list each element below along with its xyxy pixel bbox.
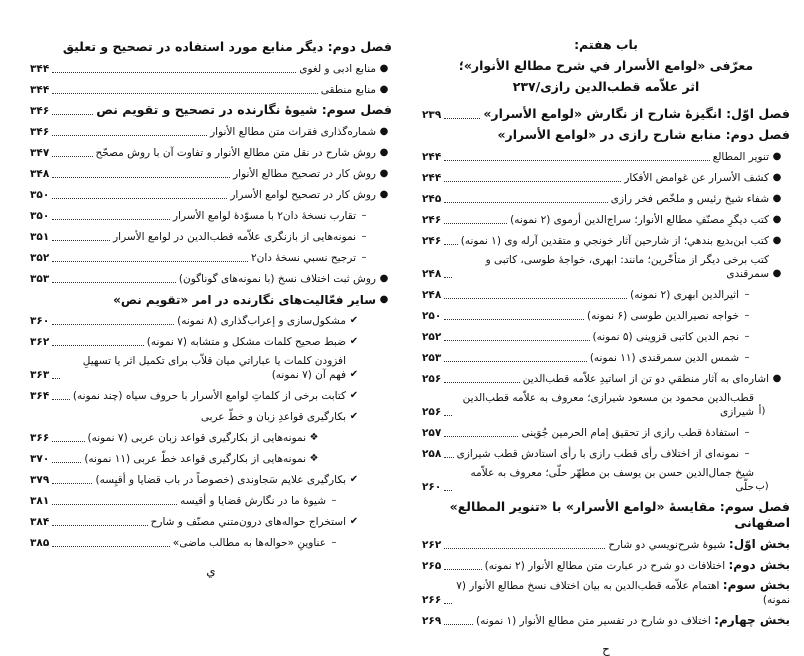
- dot-leader: [444, 603, 452, 604]
- right-page: [402, 0, 804, 656]
- dot-leader: [52, 378, 60, 379]
- section-title: اختلافات دو شرح در عبارت متن مطالع الأنوار (۲ نمونه): [484, 560, 726, 572]
- dot-leader: [52, 261, 248, 262]
- dot-leader: [444, 160, 709, 161]
- toc-entry[interactable]: [30, 160, 392, 181]
- dot-leader: [52, 114, 93, 115]
- toc-entry[interactable]: [30, 202, 372, 223]
- page-number: ۳۵۰: [30, 210, 50, 222]
- page-number: ۳۸۴: [30, 516, 50, 528]
- toc-entry[interactable]: [30, 382, 362, 403]
- section-label: بخش دوم:: [728, 558, 790, 572]
- entry-title: كتب ديگرِ مصنّفِ مطالع الأنوار؛ سراج‌الدين أرموی (۲ نمونه): [510, 214, 769, 226]
- entry-title: كتابت برخی از كلماتِ لوامع الأسرار با حروف سياه (چند نمونه): [72, 390, 346, 402]
- toc-entry[interactable]: [30, 223, 372, 244]
- toc-entry[interactable]: [30, 403, 362, 424]
- page-number: ۲۶۹: [422, 615, 442, 627]
- entry-title: روش كار در تصحيح لوامع الأسرار: [230, 189, 376, 201]
- bullet-icon: ●: [772, 151, 782, 162]
- toc-entry[interactable]: [422, 185, 785, 206]
- dot-leader: [52, 219, 170, 220]
- folio-number: ح: [602, 642, 610, 656]
- dash-icon: –: [744, 331, 750, 342]
- bullet-icon: ●: [379, 126, 389, 137]
- dot-leader: [52, 177, 230, 178]
- chapter-title-line: معرّفی «لوامع الأسرار في شرح مطالع الأنوار»؛: [458, 58, 754, 73]
- entry-title: منابع ادبی و لغوی: [299, 63, 376, 75]
- toc-entry[interactable]: [422, 440, 755, 461]
- entry-title: [452, 578, 790, 607]
- page-number: ۳۶۰: [30, 315, 50, 327]
- dot-leader: [52, 546, 170, 547]
- toc-entry[interactable]: [30, 286, 392, 307]
- entry-title: خواجه نصيرالدين طوسی (۶ نمونه): [587, 310, 739, 322]
- entry-title: شيوهٔ ما در نگارش قضايا و أقيسه: [180, 495, 326, 507]
- toc-entry[interactable]: [422, 386, 770, 419]
- page-number: ۲۴۶: [422, 235, 442, 247]
- entry-title: فصل دوم: منابع شارح رازی در «لوامع الأسرار»: [497, 127, 790, 142]
- checkmark-icon: ✔: [349, 369, 359, 380]
- bullet-icon: ●: [772, 172, 782, 183]
- page-number: ۲۶۶: [422, 594, 442, 606]
- toc-chapter-heading[interactable]: [30, 97, 392, 118]
- page-number: ۲۶۵: [422, 560, 442, 572]
- page-number: ۳۶۴: [30, 390, 50, 402]
- toc-entry[interactable]: [422, 143, 785, 164]
- page-number: ۳۴۷: [30, 147, 50, 159]
- dash-icon: –: [744, 352, 750, 363]
- page-number: ۲۵۰: [422, 310, 442, 322]
- page-number: ۲۵۶: [422, 406, 442, 418]
- page-number: ۳۵۳: [30, 273, 50, 285]
- diamond-icon: ❖: [309, 432, 319, 443]
- dash-icon: –: [744, 427, 750, 438]
- entry-title: بكارگيری قواعدِ زبان و خطّ عربی: [200, 411, 346, 423]
- page-number: ۲۵۳: [422, 352, 442, 364]
- entry-title: [473, 613, 790, 628]
- dot-leader: [444, 624, 473, 625]
- toc-entry[interactable]: [30, 307, 362, 328]
- bullet-icon: ●: [379, 63, 389, 74]
- toc-entry[interactable]: [30, 529, 342, 550]
- dot-leader: [52, 345, 144, 346]
- chapter-title-line: اثر علاّمه قطب‌الدين رازی/۲۳۷: [512, 79, 700, 94]
- diamond-icon: ❖: [309, 453, 319, 464]
- dot-leader: [52, 504, 177, 505]
- entry-title: استفادهٔ قطب رازی از تحقيق إمام الحرمين جُوَينی: [521, 427, 739, 439]
- toc-entry[interactable]: [422, 248, 785, 281]
- page-number: ۳۵۱: [30, 231, 50, 243]
- section-title: اختلاف دو شارح در تفسير متن مطالع الأنوار (۱ نمونه): [476, 615, 711, 627]
- toc-entry[interactable]: [30, 487, 342, 508]
- dot-leader: [52, 240, 110, 241]
- dash-icon: –: [331, 537, 337, 548]
- toc-entry[interactable]: [30, 466, 362, 487]
- toc-entry[interactable]: [422, 531, 790, 552]
- entry-title: اثيرالدين ابهری (۲ نمونه): [630, 289, 739, 301]
- page-number: ۳۶۲: [30, 336, 50, 348]
- toc-entry[interactable]: [422, 323, 755, 344]
- toc-entry[interactable]: [30, 181, 392, 202]
- page-number: ۲۵۷: [422, 427, 442, 439]
- entry-title: منابع منطقی: [320, 84, 376, 96]
- dot-leader: [52, 135, 207, 136]
- page-number: ۳۶۶: [30, 432, 50, 444]
- dash-icon: –: [361, 252, 367, 263]
- dot-leader: [444, 490, 452, 491]
- toc-entry[interactable]: [422, 281, 755, 302]
- dot-leader: [444, 277, 452, 278]
- entry-title: عناوينِ «حواله‌ها به مطالب ماضی»: [172, 537, 326, 549]
- dot-leader: [444, 361, 587, 362]
- dot-leader: [444, 548, 605, 549]
- page-number: ۳۵۲: [30, 252, 50, 264]
- dot-leader: [444, 181, 621, 182]
- page-number: ۳۴۶: [30, 126, 50, 138]
- page-number: ۲۳۹: [422, 109, 442, 121]
- toc-entry[interactable]: [30, 424, 322, 445]
- entry-title: ضبط صحيح كلمات مشكل و متشابه (۷ نمونه): [146, 336, 346, 348]
- page-number: ۳۶۳: [30, 369, 50, 381]
- checkmark-icon: ✔: [349, 315, 359, 326]
- entry-title: ترجيح نسبي نسخهٔ دان۲: [250, 252, 356, 264]
- entry-title: شيخ جمال‌الدين حسن بن يوسف بن مطهّر حلّی؛ معروف به علاّمه حلّی: [470, 467, 754, 493]
- page-number: ۲۴۴: [422, 151, 442, 163]
- page-number: ۲۵۸: [422, 448, 442, 460]
- item-letter: أ): [758, 406, 766, 417]
- bullet-icon: ●: [379, 294, 389, 305]
- dot-leader: [444, 415, 452, 416]
- entry-title: فصل دوم: ديگر منابع مورد استفاده در تصحيح و تعليق: [62, 39, 392, 54]
- dot-leader: [52, 324, 174, 325]
- entry-title: فصل سوم: شيوهٔ نگارنده در تصحيح و تقويم نص: [96, 102, 392, 117]
- page-number: ۳۸۵: [30, 537, 50, 549]
- section-label: بخش سوم:: [722, 578, 790, 592]
- dot-leader: [52, 441, 84, 442]
- bullet-icon: ●: [772, 235, 782, 246]
- page-number: ۳۵۰: [30, 189, 50, 201]
- dot-leader: [444, 340, 589, 341]
- toc-chapter-heading[interactable]: [422, 494, 790, 531]
- toc-entry[interactable]: [422, 461, 770, 494]
- toc-entry[interactable]: [422, 164, 785, 185]
- dot-leader: [444, 436, 518, 437]
- chapter-title-line: باب هفتم:: [574, 37, 638, 52]
- bullet-icon: ●: [379, 189, 389, 200]
- entry-title: [605, 537, 790, 552]
- folio-number: ي: [206, 564, 216, 578]
- bullet-icon: ●: [379, 273, 389, 284]
- entry-title: استخراج حواله‌های درون‌متني مصنّف و شارح: [150, 516, 346, 528]
- dot-leader: [444, 457, 453, 458]
- toc-entry[interactable]: [422, 227, 785, 248]
- left-page: [0, 0, 402, 602]
- section-label: بخش چهارم:: [714, 613, 790, 627]
- bullet-icon: ●: [379, 147, 389, 158]
- page-number: ۲۶۰: [422, 481, 442, 493]
- entry-title: روش شارح در نقل متن مطالع الأنوار و تفاوت آن با روش مصحّح: [95, 147, 376, 159]
- dot-leader: [444, 569, 481, 570]
- page-number: ۲۴۸: [422, 268, 442, 280]
- page-number: ۲۴۴: [422, 172, 442, 184]
- dash-icon: –: [361, 231, 367, 242]
- entry-title: نمونه‌هايی از بكارگيری قواعد خطّ عربی (۱۱ نمونه): [84, 453, 306, 465]
- checkmark-icon: ✔: [349, 411, 359, 422]
- toc-entry[interactable]: [30, 508, 362, 529]
- toc-entry[interactable]: [30, 265, 392, 286]
- dot-leader: [52, 399, 70, 400]
- page-number: ۳۴۸: [30, 168, 50, 180]
- toc-chapter-heading[interactable]: [30, 34, 392, 55]
- entry-title: نمونه‌ای از اختلاف رأی قطب رازی با رأی استادش قطب شيرازی: [456, 448, 739, 460]
- checkmark-icon: ✔: [349, 516, 359, 527]
- dot-leader: [52, 93, 317, 94]
- dot-leader: [444, 244, 458, 245]
- entry-title: ساير فعّاليت‌های نگارنده در امر «تقويم نص»: [113, 293, 376, 307]
- bullet-icon: ●: [772, 373, 782, 384]
- toc-entry[interactable]: [422, 302, 755, 323]
- entry-title: شمس الدين سمرقندی (۱۱ نمونه): [589, 352, 739, 364]
- entry-title: كتب ابن‌بديع بندهي؛ از شارحين آثار خونجي و متقدين آرله وی (۱ نمونه): [460, 235, 769, 247]
- entry-title: روش كار در تصحيح مطالع الأنوار: [233, 168, 376, 180]
- dot-leader: [444, 298, 627, 299]
- entry-title: فصل اوّل: انگيزهٔ شارح از نگارش «لوامع الأسرار»: [483, 106, 790, 121]
- dash-icon: –: [744, 310, 750, 321]
- toc-chapter-heading[interactable]: [422, 122, 790, 143]
- entry-title: شماره‌گذاری فقرات متن مطالع الأنوار: [210, 126, 376, 138]
- item-letter: ب): [755, 481, 769, 492]
- toc-entry[interactable]: [30, 328, 362, 349]
- dot-leader: [52, 282, 176, 283]
- entry-title: تنوير المطالع: [712, 151, 769, 163]
- section-title: شيوهٔ شرح‌نويسي دو شارح: [608, 539, 726, 551]
- page-number: ۲۵۶: [422, 373, 442, 385]
- dot-leader: [52, 525, 147, 526]
- dash-icon: –: [331, 495, 337, 506]
- toc-entry[interactable]: [30, 118, 392, 139]
- toc-chapter-heading[interactable]: [422, 101, 790, 122]
- toc-entry[interactable]: [30, 76, 392, 97]
- toc-entry[interactable]: [30, 445, 322, 466]
- entry-title: [482, 558, 790, 573]
- page-number: ۲۴۶: [422, 214, 442, 226]
- checkmark-icon: ✔: [349, 474, 359, 485]
- entry-title: مشكول‌سازی و إعراب‌گذاری (۸ نمونه): [177, 315, 346, 327]
- dot-leader: [444, 223, 507, 224]
- dot-leader: [52, 483, 92, 484]
- toc-entry[interactable]: [422, 419, 755, 440]
- entry-title: نمونه‌هايی از بكارگيری قواعد زبان عربی (۷ نمونه): [87, 432, 306, 444]
- page-number: ۳۴۴: [30, 63, 50, 75]
- entry-title: افزودن كلمات يا عباراتي ميان قلاّب برای تكميل اثر يا تسهيلِ فهم آن (۷ نمونه): [82, 355, 346, 381]
- bullet-icon: ●: [379, 168, 389, 179]
- dot-leader: [444, 118, 480, 119]
- chapter-title: [422, 34, 790, 97]
- entry-title: اشاره‌ای به آثار منطقي دو تن از اساتيدِ علاّمه قطب‌الدين: [522, 373, 769, 385]
- page-number: ۳۷۰: [30, 453, 50, 465]
- toc-entry[interactable]: [30, 349, 362, 382]
- dot-leader: [52, 462, 81, 463]
- dot-leader: [52, 72, 296, 73]
- toc-entry[interactable]: [422, 365, 785, 386]
- section-label: بخش اوّل:: [728, 537, 790, 551]
- page-number: ۲۶۲: [422, 539, 442, 551]
- entry-title: بكارگيری علايم سَجاوندی (خصوصاً در باب قضايا و أقيِسه): [95, 474, 346, 486]
- entry-title: نمونه‌هايی از بازنگری علاّمه قطب‌الدين در لوامع الأسرار: [113, 231, 356, 243]
- page-number: ۲۵۲: [422, 331, 442, 343]
- toc-entry[interactable]: [422, 206, 785, 227]
- page-number: ۳۴۶: [30, 105, 50, 117]
- page-number: ۲۴۸: [422, 289, 442, 301]
- entry-title: روش ثبت اختلاف نسخ (با نمونه‌های گوناگون): [178, 273, 376, 285]
- section-title: اهتمام علاّمه قطب‌الدين به بيان اختلاف نسخ مطالع الأنوار (۷ نمونه): [456, 580, 790, 606]
- dot-leader: [444, 319, 584, 320]
- entry-title: كتب برخی ديگر از متأخّرين؛ مانند: ابهری، خواجهٔ طوسی، كاتبی و سمرقندی: [485, 254, 769, 280]
- entry-title: قطب‌الدين محمود بن مسعود شيرازی؛ معروف به علاّمه قطب‌الدين شيرازی: [462, 392, 754, 418]
- dash-icon: –: [744, 448, 750, 459]
- bullet-icon: ●: [772, 268, 782, 279]
- bullet-icon: ●: [772, 193, 782, 204]
- dash-icon: –: [744, 289, 750, 300]
- page-number: ۳۷۹: [30, 474, 50, 486]
- toc-entry[interactable]: [30, 55, 392, 76]
- page-number: ۳۴۴: [30, 84, 50, 96]
- bullet-icon: ●: [379, 84, 389, 95]
- entry-title: شفاء شيخ رئيس و ملخّص فخر رازی: [610, 193, 769, 205]
- checkmark-icon: ✔: [349, 390, 359, 401]
- checkmark-icon: ✔: [349, 336, 359, 347]
- page-number: ۳۸۱: [30, 495, 50, 507]
- toc-entry[interactable]: [422, 607, 790, 628]
- entry-title: تقارب نسخهٔ دان۲ با مسوّدهٔ لوامع الأسرار: [172, 210, 356, 222]
- toc-entry[interactable]: [30, 244, 372, 265]
- dot-leader: [444, 202, 608, 203]
- dash-icon: –: [361, 210, 367, 221]
- entry-title: فصل سوم: مقايسهٔ «لوامع الأسرار» با «تنوير المطالع» اصفهانی: [449, 499, 790, 530]
- page-number: ۲۴۵: [422, 193, 442, 205]
- entry-title: نجم الدين كاتبی قزوينی (۵ نمونه): [592, 331, 739, 343]
- dot-leader: [52, 198, 227, 199]
- dot-leader: [52, 156, 92, 157]
- entry-title: كشف الأسرار عن غوامض الأفكار: [624, 172, 769, 184]
- toc-entry[interactable]: [422, 552, 790, 573]
- bullet-icon: ●: [772, 214, 782, 225]
- toc-entry[interactable]: [30, 139, 392, 160]
- toc-entry[interactable]: [422, 344, 755, 365]
- dot-leader: [444, 382, 520, 383]
